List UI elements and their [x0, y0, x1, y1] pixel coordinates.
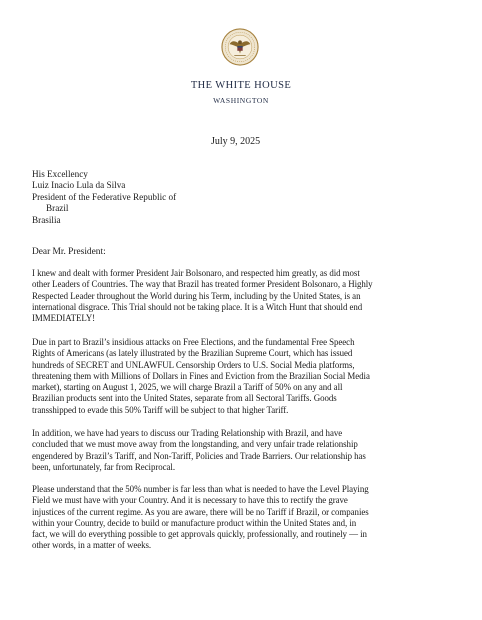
text-line: threatening them with Millions of Dollars in Fines and Eviction from the Brazilian Social Media [32, 370, 370, 381]
paragraph-3 [32, 428, 366, 473]
recipient-address [32, 169, 176, 226]
text-line: Please understand that the 50% number is far less than what is needed to have the Level Playing [32, 484, 369, 494]
text-line: within your Country, decide to build or manufacture product within the United States and, in [32, 517, 357, 528]
letterhead-subtitle: WASHINGTON [213, 96, 269, 105]
text-line: IMMEDIATELY! [32, 313, 96, 324]
text-line: fact, we will do everything possible to get approvals quickly, professionally, and routinely — in [32, 529, 367, 540]
text-line: In addition, we have had years to discuss our Trading Relationship with Brazil, and have [32, 428, 343, 438]
text-line: other Leaders of Countries. The way that Brazil has treated former President Bolsonaro, a Highly [32, 279, 373, 290]
address-line: President of the Federative Republic of [32, 191, 177, 202]
text-line: injustices of the current regime. As you are aware, there will be no Tariff if Brazil, or companies [32, 506, 369, 517]
letterhead-title: THE WHITE HOUSE [190, 80, 292, 91]
text-line: Brazilian products sent into the United States, separate from all Sectoral Tariffs. Goods [32, 393, 337, 404]
text-line: transshipped to evade this 50% Tariff will be subject to that higher Tariff. [32, 404, 289, 415]
address-line: Brasilia [32, 214, 61, 225]
text-line: concluded that we must move away from the longstanding, and very unfair trade relationship [32, 439, 358, 450]
presidential-seal-icon [221, 28, 259, 66]
text-line: market), starting on August 1, 2025, we will charge Brazil a Tariff of 50% on any and all [32, 382, 343, 393]
text-line: Due in part to Brazil’s insidious attacks on Free Elections, and the fundamental Free Speech [32, 337, 355, 347]
address-line: His Excellency [32, 169, 88, 179]
text-line: international disgrace. This Trial should not be taking place. It is a Witch Hunt that should end [32, 301, 363, 312]
paragraph-4 [32, 484, 369, 552]
text-line: hundreds of SECRET and UNLAWFUL Censorship Orders to U.S. Social Media platforms, [32, 359, 355, 370]
text-line: other words, in a matter of weeks. [32, 540, 152, 551]
letter-date: July 9, 2025 [211, 136, 261, 147]
paragraph-1 [32, 268, 373, 324]
salutation: Dear Mr. President: [32, 247, 106, 257]
text-line: Rights of Americans (as lately illustrated by the Brazilian Supreme Court, which has issued [32, 348, 353, 359]
address-line: Luiz Inacio Lula da Silva [32, 180, 126, 191]
paragraph-2 [32, 337, 370, 416]
text-line: Respected Leader throughout the World during his Term, including by the United States, is an [32, 290, 361, 301]
text-line: engendered by Brazil’s Tariff, and Non-Tariff, Policies and Trade Barriers. Our relationship has [32, 450, 366, 461]
text-line: I knew and dealt with former President Jair Bolsonaro, and respected him greatly, as did most [32, 268, 360, 278]
address-line: Brazil [46, 203, 69, 214]
text-line: Field we must have with your Country. And it is necessary to have this to rectify the grave [32, 495, 348, 506]
text-line: been, unfortunately, far from Reciprocal. [32, 461, 176, 472]
